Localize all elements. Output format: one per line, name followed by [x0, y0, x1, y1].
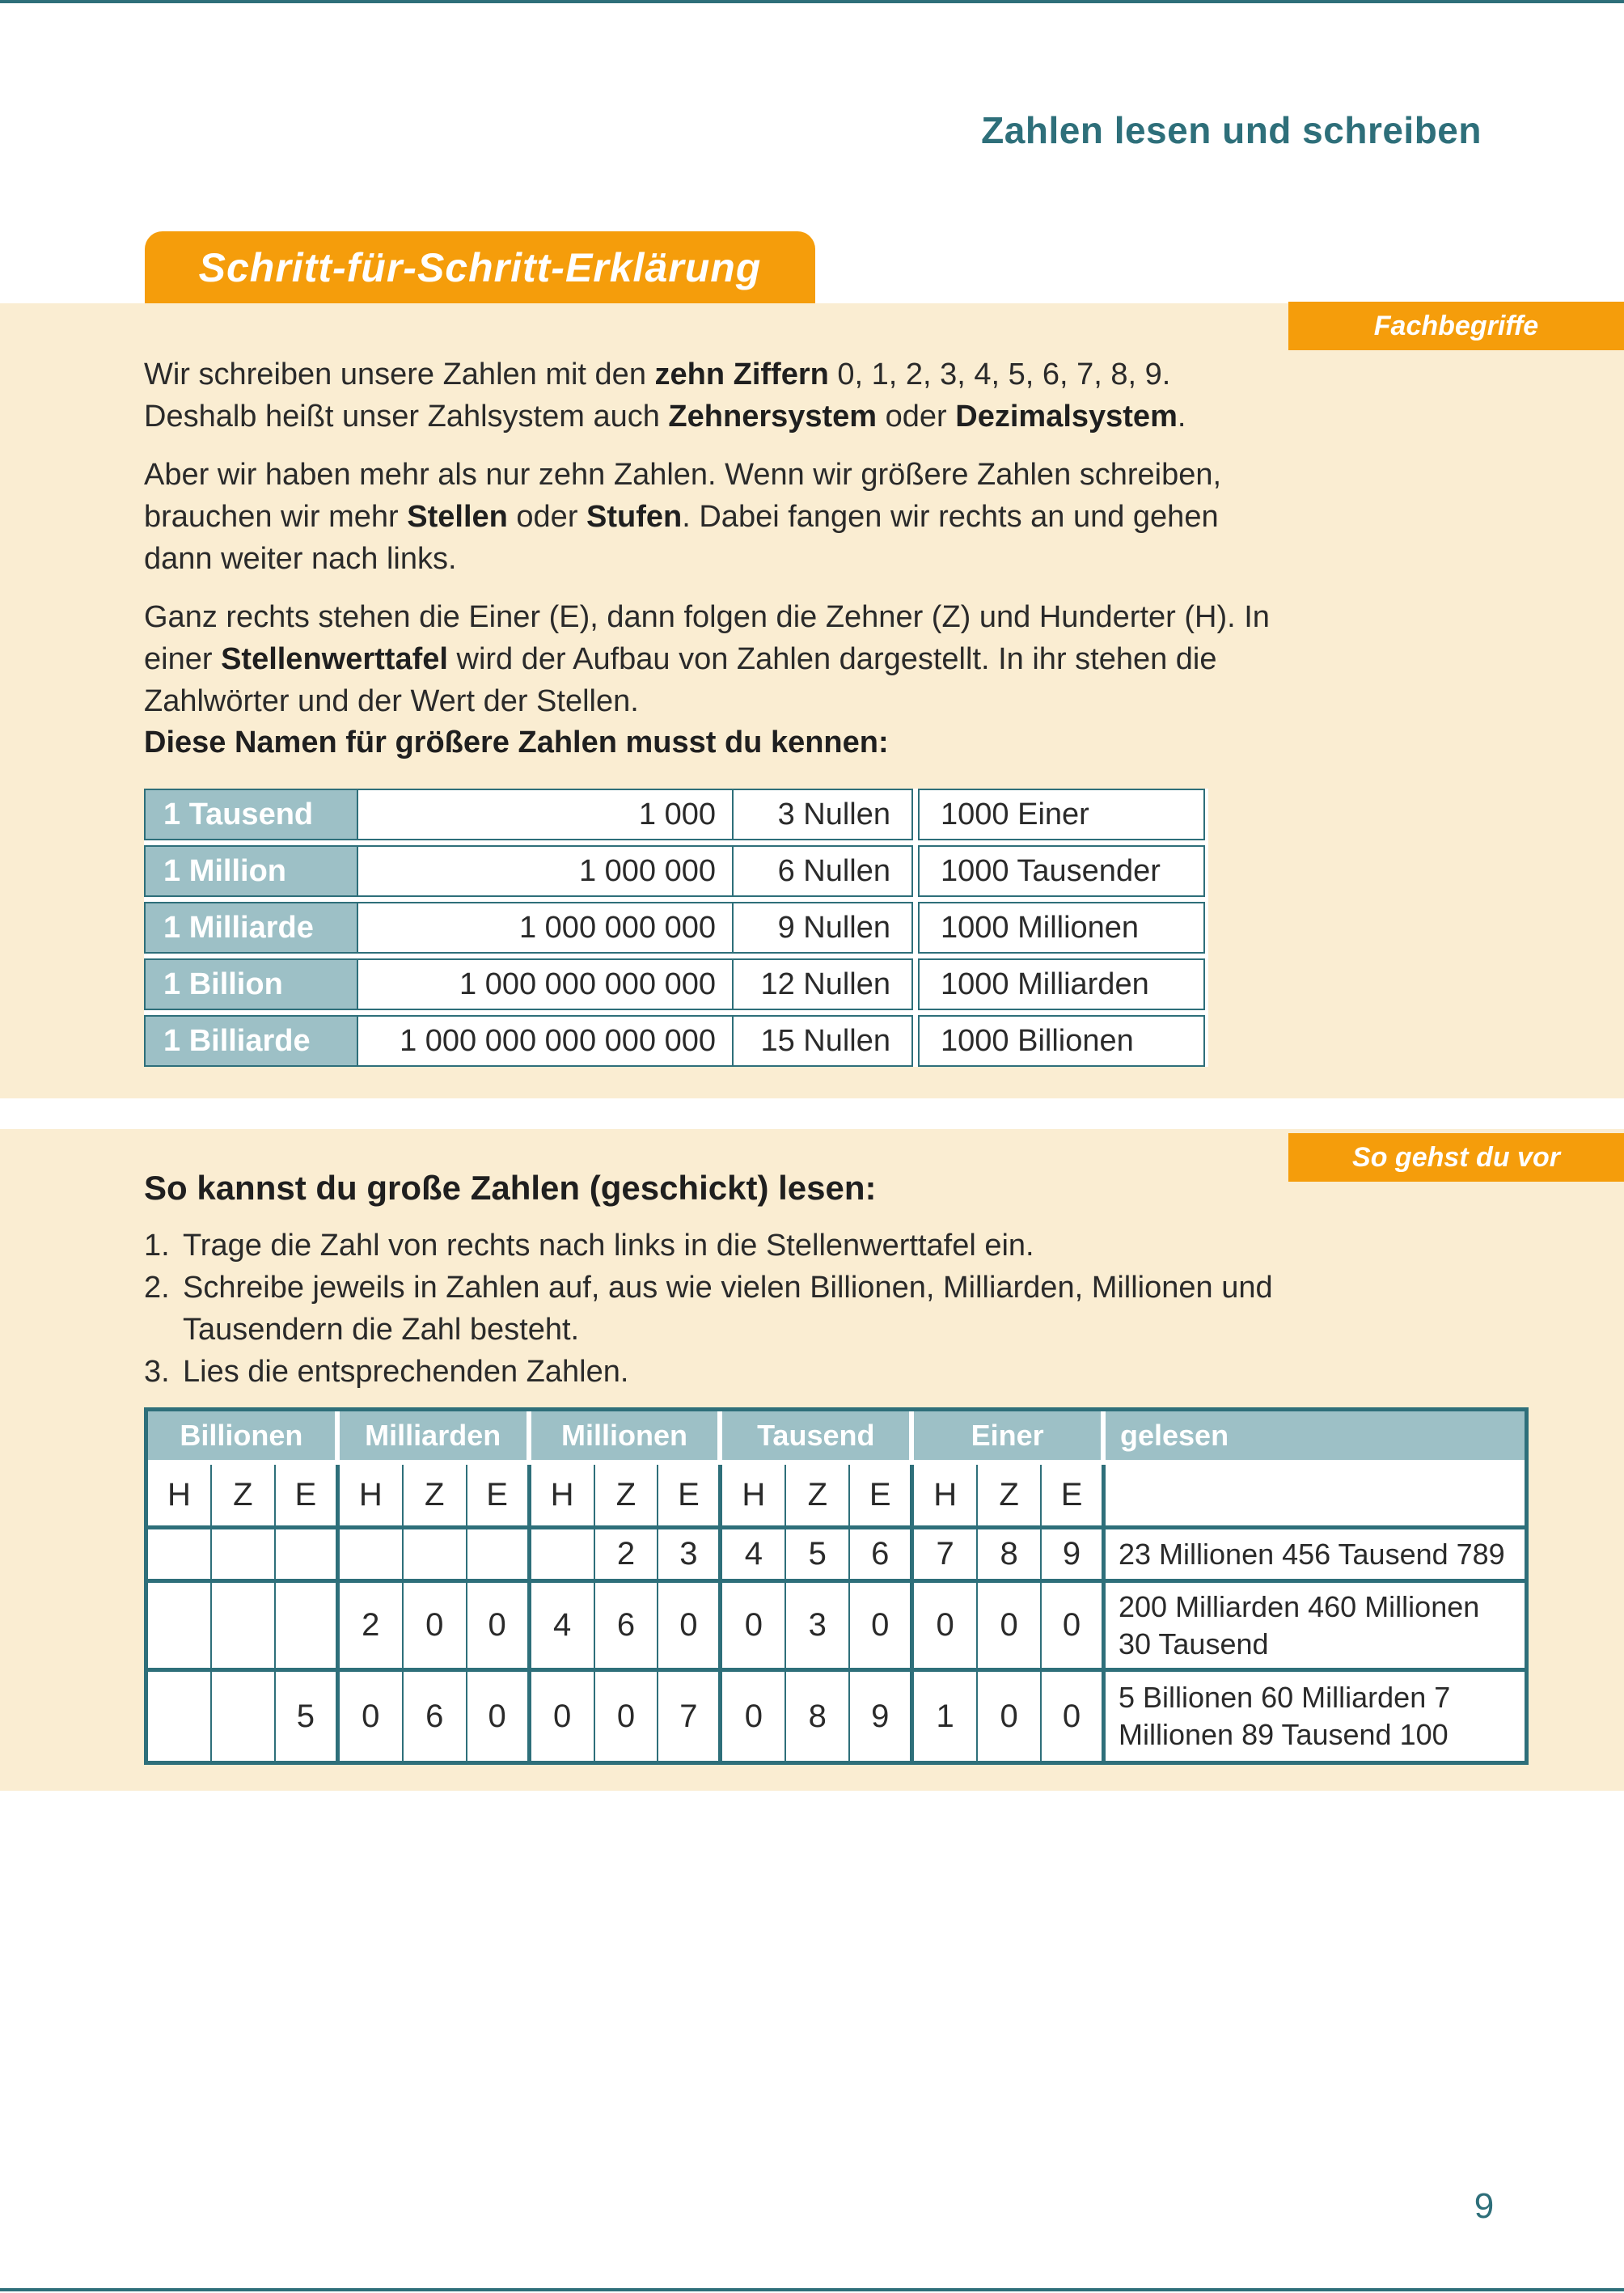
digit-cell: 0 — [722, 1583, 786, 1672]
digit-cell: 5 — [786, 1529, 850, 1583]
term-dezimalsystem: Dezimalsystem — [955, 400, 1178, 434]
subheader-cell: H — [340, 1465, 404, 1529]
digit-cell: 0 — [404, 1583, 467, 1672]
subheader-cell: E — [850, 1465, 914, 1529]
row-zeros-cell: 6 Nullen — [732, 845, 913, 897]
text-segment: Ganz rechts stehen die Einer (E), dann folgen die Zehner (Z) und Hunderter (H). In einer — [144, 600, 1270, 676]
digit-cell: 0 — [978, 1672, 1042, 1761]
digit-cell — [148, 1672, 212, 1761]
digit-cell: 8 — [786, 1672, 850, 1761]
row-zeros-cell: 9 Nullen — [732, 902, 913, 954]
digit-cell: 0 — [531, 1672, 595, 1761]
digit-cell — [467, 1529, 531, 1583]
top-divider-rule — [0, 0, 1624, 3]
subheader-cell: H — [531, 1465, 595, 1529]
digit-cell: 7 — [658, 1672, 722, 1761]
list-item — [144, 1225, 1292, 1267]
digit-cell: 0 — [914, 1583, 978, 1672]
subheader-cell: Z — [786, 1465, 850, 1529]
digit-cell — [340, 1529, 404, 1583]
step-text: Schreibe jeweils in Zahlen auf, aus wie vielen Billionen, Milliarden, Millionen und Tausendern die Zahl besteht. — [183, 1271, 1273, 1347]
digit-cell: 9 — [1042, 1529, 1106, 1583]
text-segment: . Dabei fangen wir rechts an und gehen dann weiter nach links. — [144, 500, 1219, 576]
place-value-table — [144, 1407, 1529, 1765]
subheader-cell: E — [1042, 1465, 1106, 1529]
so-gehst-du-vor-tag — [1288, 1133, 1624, 1182]
row-zeros-cell: 15 Nullen — [732, 1015, 913, 1067]
names-table-heading: Diese Namen für größere Zahlen musst du kennen: — [144, 726, 889, 759]
digit-cell: 4 — [531, 1583, 595, 1672]
term-zehnersystem: Zehnersystem — [668, 400, 878, 434]
row-name-cell: 1000 Tausender — [918, 845, 1205, 897]
step-by-step-badge — [145, 231, 815, 303]
step-text: Trage die Zahl von rechts nach links in die Stellenwerttafel ein. — [183, 1229, 1034, 1263]
digit-cell: 7 — [914, 1529, 978, 1583]
step-number: 1. — [144, 1229, 170, 1263]
digit-cell: 0 — [850, 1583, 914, 1672]
digit-cell: 6 — [850, 1529, 914, 1583]
digit-cell: 2 — [340, 1583, 404, 1672]
subheader-cell: H — [148, 1465, 212, 1529]
row-value-cell: 1 000 000 — [357, 845, 734, 897]
term-stellenwerttafel: Stellenwerttafel — [221, 642, 448, 676]
group-header-millionen: Millionen — [531, 1411, 723, 1465]
row-name-cell: 1000 Einer — [918, 789, 1205, 840]
digit-cell — [531, 1529, 595, 1583]
digit-cell: 2 — [595, 1529, 659, 1583]
digit-cell — [276, 1583, 340, 1672]
digit-cell: 0 — [467, 1672, 531, 1761]
group-header-gelesen: gelesen — [1106, 1411, 1525, 1465]
digit-cell: 6 — [404, 1672, 467, 1761]
digit-cell: 3 — [658, 1529, 722, 1583]
text-segment: Aber wir haben mehr als nur zehn Zahlen. Wenn wir größere Zahlen schreiben, brauchen wir mehr — [144, 458, 1222, 534]
gelesen-cell: 23 Millionen 456 Tausend 789 — [1106, 1529, 1525, 1583]
text-segment: 0, 1, 2, 3, 4, 5, 6, 7, 8, 9. Deshalb heißt unser Zahlsystem auch — [144, 357, 1171, 434]
intro-paragraph-3 — [144, 596, 1276, 722]
number-names-table — [144, 789, 1208, 1067]
table-row — [144, 958, 1208, 1010]
digit-cell: 0 — [658, 1583, 722, 1672]
digit-cell: 0 — [978, 1583, 1042, 1672]
list-item — [144, 1351, 1292, 1393]
text-segment: oder — [507, 500, 587, 534]
digit-cell: 4 — [722, 1529, 786, 1583]
table-row — [144, 845, 1208, 897]
row-value-cell: 1 000 000 000 — [357, 902, 734, 954]
row-value-cell: 1 000 000 000 000 — [357, 958, 734, 1010]
row-zeros-cell: 12 Nullen — [732, 958, 913, 1010]
instruction-steps — [144, 1225, 1292, 1393]
digit-cell — [404, 1529, 467, 1583]
digit-cell: 0 — [1042, 1672, 1106, 1761]
digit-cell: 6 — [595, 1583, 659, 1672]
text-segment: wird der Aufbau von Zahlen dargestellt. In ihr stehen die Zahlwörter und der Wert der Stellen. — [144, 642, 1217, 718]
digit-cell: 0 — [340, 1672, 404, 1761]
row-label-cell: 1 Tausend — [144, 789, 358, 840]
subheader-cell: H — [722, 1465, 786, 1529]
row-label-cell: 1 Billion — [144, 958, 358, 1010]
digit-cell — [148, 1529, 212, 1583]
step-by-step-badge-label: Schritt-für-Schritt-Erklärung — [198, 244, 762, 290]
subheader-cell: E — [467, 1465, 531, 1529]
text-segment: Wir schreiben unsere Zahlen mit den — [144, 357, 655, 391]
subheader-cell: Z — [978, 1465, 1042, 1529]
intro-paragraph-2 — [144, 454, 1276, 580]
row-name-cell: 1000 Milliarden — [918, 958, 1205, 1010]
row-name-cell: 1000 Millionen — [918, 902, 1205, 954]
digit-cell: 9 — [850, 1672, 914, 1761]
row-label-cell: 1 Million — [144, 845, 358, 897]
fachbegriffe-tag — [1288, 302, 1624, 350]
subheader-cell: H — [914, 1465, 978, 1529]
table-row — [144, 789, 1208, 840]
subheader-cell: Z — [595, 1465, 659, 1529]
digit-cell: 3 — [786, 1583, 850, 1672]
page-number: 9 — [1474, 2186, 1495, 2226]
step-number: 2. — [144, 1271, 170, 1305]
term-stufen: Stufen — [586, 500, 683, 534]
subheader-cell: Z — [404, 1465, 467, 1529]
subheader-spacer — [1106, 1465, 1525, 1529]
digit-cell — [148, 1583, 212, 1672]
group-header-tausend: Tausend — [722, 1411, 914, 1465]
digit-cell — [212, 1672, 276, 1761]
subheader-cell: E — [658, 1465, 722, 1529]
step-number: 3. — [144, 1355, 170, 1389]
page-title: Zahlen lesen und schreiben — [981, 109, 1482, 151]
so-gehst-du-vor-tag-label: So gehst du vor — [1352, 1141, 1560, 1173]
gelesen-cell: 200 Milliarden 460 Millionen 30 Tausend — [1106, 1583, 1525, 1672]
digit-cell — [212, 1583, 276, 1672]
fachbegriffe-tag-label: Fachbegriffe — [1373, 310, 1539, 341]
read-numbers-heading: So kannst du große Zahlen (geschickt) lesen: — [144, 1169, 877, 1207]
table-row — [144, 1015, 1208, 1067]
digit-cell: 0 — [722, 1672, 786, 1761]
subheader-cell: E — [276, 1465, 340, 1529]
digit-cell: 0 — [467, 1583, 531, 1672]
row-label-cell: 1 Billiarde — [144, 1015, 358, 1067]
row-name-cell: 1000 Billionen — [918, 1015, 1205, 1067]
group-header-einer: Einer — [914, 1411, 1106, 1465]
subheader-cell: Z — [212, 1465, 276, 1529]
group-header-billionen: Billionen — [148, 1411, 340, 1465]
digit-cell — [212, 1529, 276, 1583]
bottom-divider-rule — [0, 2288, 1624, 2291]
text-segment: oder — [877, 400, 956, 434]
table-row — [144, 902, 1208, 954]
row-value-cell: 1 000 — [357, 789, 734, 840]
digit-cell: 1 — [914, 1672, 978, 1761]
row-zeros-cell: 3 Nullen — [732, 789, 913, 840]
step-text: Lies die entsprechenden Zahlen. — [183, 1355, 629, 1389]
digit-cell: 0 — [595, 1672, 659, 1761]
digit-cell: 5 — [276, 1672, 340, 1761]
list-item — [144, 1267, 1292, 1351]
row-value-cell: 1 000 000 000 000 000 — [357, 1015, 734, 1067]
group-header-milliarden: Milliarden — [340, 1411, 531, 1465]
gelesen-cell: 5 Billionen 60 Milliarden 7 Millionen 89 Tausend 100 — [1119, 1681, 1451, 1751]
intro-paragraph-1 — [144, 353, 1276, 438]
digit-cell: 0 — [1042, 1583, 1106, 1672]
row-label-cell: 1 Milliarde — [144, 902, 358, 954]
digit-cell — [276, 1529, 340, 1583]
term-stellen: Stellen — [407, 500, 508, 534]
term-zehn-ziffern: zehn Ziffern — [654, 357, 829, 391]
text-segment: . — [1177, 400, 1186, 434]
digit-cell: 8 — [978, 1529, 1042, 1583]
